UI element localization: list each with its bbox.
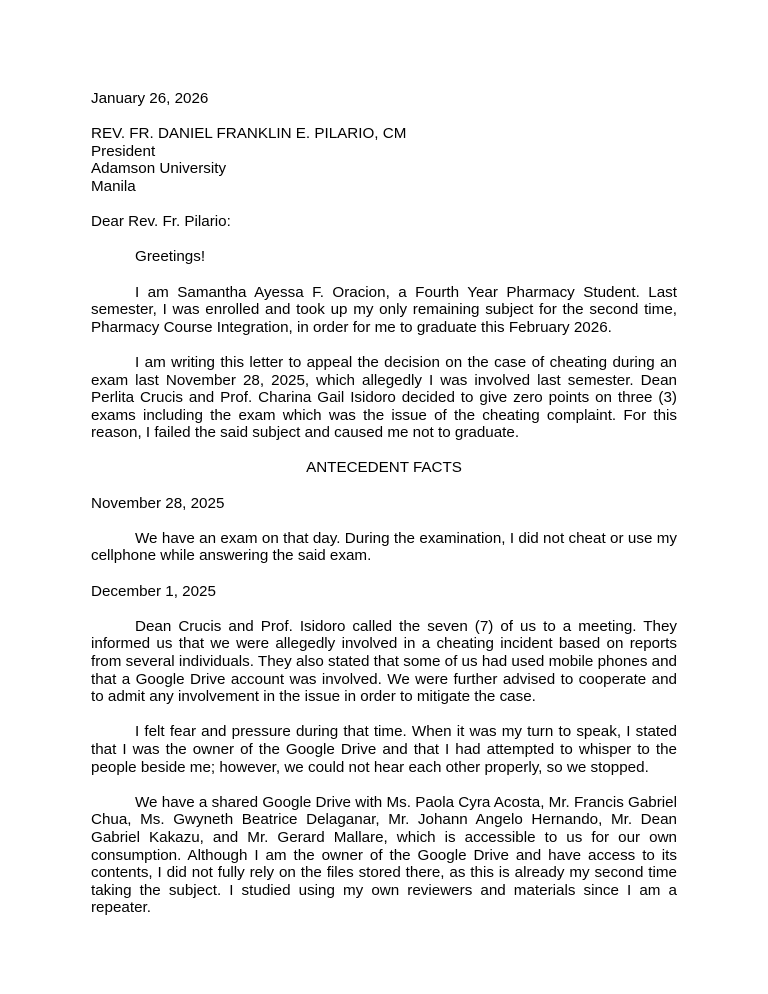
appeal-paragraph: I am writing this letter to appeal the decision on the case of cheating during an exam last November 28, 2025, which allegedly I was involved last semester. Dean Perlita Crucis and Prof. Charina Gail Isidoro decided to give zero points on three (3) exams including the exam which was the issue of the cheating complaint. For this reason, I failed the said subject and caused me not to graduate. [91,353,677,442]
recipient-institution: Adamson University [91,160,227,178]
intro-paragraph: I am Samantha Ayessa F. Oracion, a Fourth Year Pharmacy Student. Last semester, I was enrolled and took up my only remaining subject for the second time, Pharmacy Course Integration, in order for me to graduate this February 2026. [91,283,677,336]
fact-paragraph-meeting: Dean Crucis and Prof. Isidoro called the seven (7) of us to a meeting. They informed us that we were allegedly involved in a cheating incident based on reports from several individuals. They also stated that some of us had used mobile phones and that a Google Drive account was involved. We were further advised to cooperate and to admit any involvement in the issue in order to mitigate the case. [91,617,677,706]
fact-date-nov-28: November 28, 2025 [91,494,225,512]
recipient-block [91,125,677,195]
letter-date: January 26, 2026 [91,90,209,107]
fact-date-dec-1: December 1, 2025 [91,582,216,600]
recipient-city: Manila [91,177,136,195]
recipient-name: REV. FR. DANIEL FRANKLIN E. PILARIO, CM [91,125,407,143]
section-heading: ANTECEDENT FACTS [306,459,462,477]
letter-page [91,90,677,917]
salutation: Dear Rev. Fr. Pilario: [91,213,231,231]
fact-paragraph-pressure: I felt fear and pressure during that time. When it was my turn to speak, I stated that I was the owner of the Google Drive and that I had attempted to whisper to the people beside me; however, we could not hear each other properly, so we stopped. [91,723,677,776]
fact-paragraph-exam: We have an exam on that day. During the examination, I did not cheat or use my cellphone while answering the said exam. [91,529,677,565]
fact-paragraph-google-drive: We have a shared Google Drive with Ms. Paola Cyra Acosta, Mr. Francis Gabriel Chua, Ms. Gwyneth Beatrice Delaganar, Mr. Johann Angelo Hernando, Mr. Dean Gabriel Kakazu, and Mr. Gerard Mallare, which is accessible to us for our own consumption. Although I am the owner of the Google Drive and have access to its contents, I did not fully rely on the files stored there, as this is already my second time taking the subject. I studied using my own reviewers and materials since I am a repeater. [91,793,677,917]
recipient-title: President [91,142,156,160]
greeting: Greetings! [135,248,206,266]
